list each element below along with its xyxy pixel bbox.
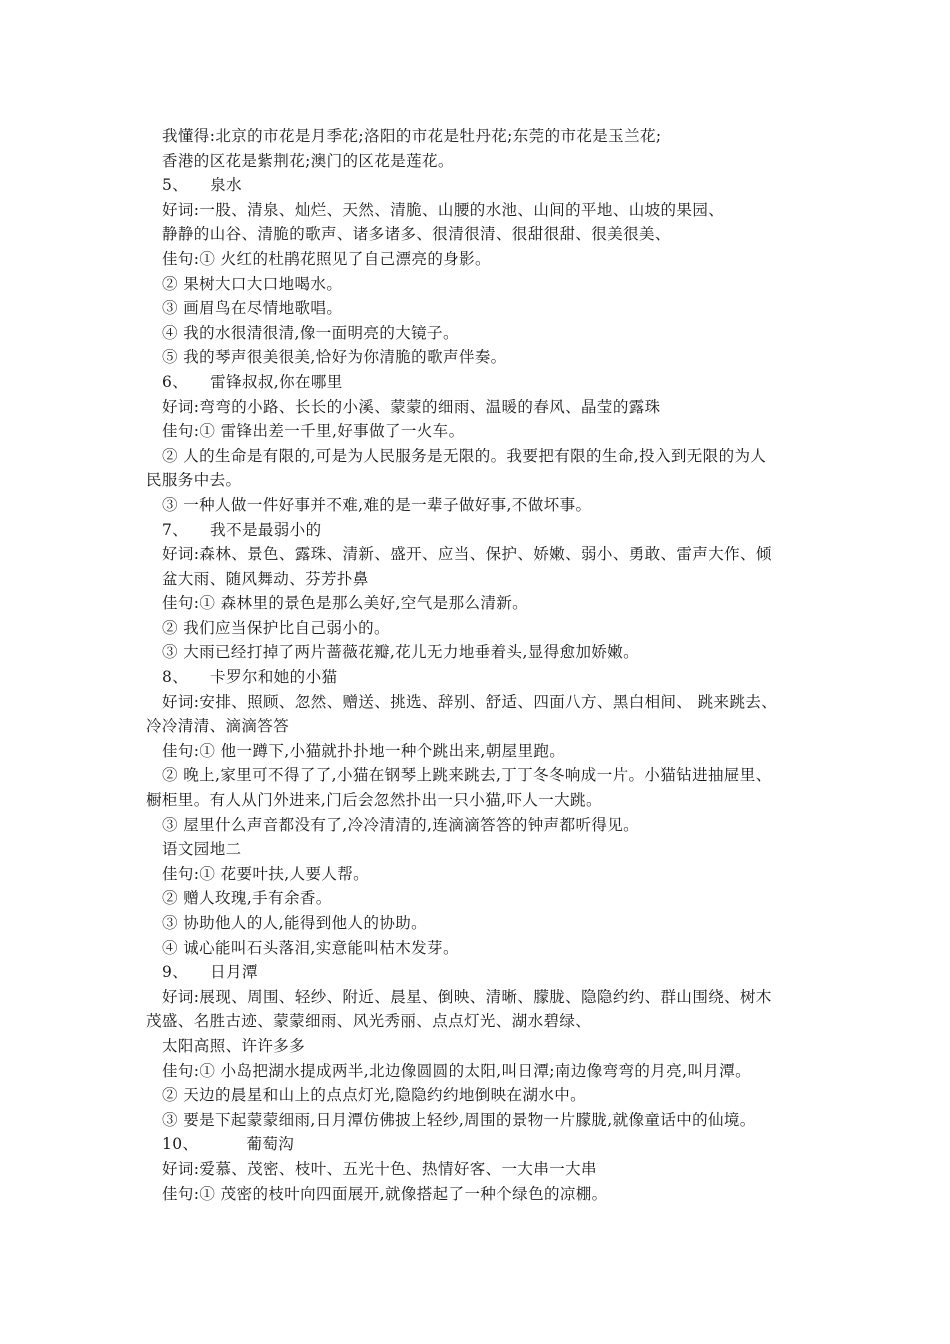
- text-line: 好词:森林、景色、露珠、清新、盛开、应当、保护、娇嫩、弱小、勇敢、雷声大作、倾: [162, 545, 772, 564]
- text-line: ③ 一种人做一件好事并不难,难的是一辈子做好事,不做坏事。: [162, 495, 592, 514]
- section-title: 日月潭: [210, 963, 258, 982]
- text-line: 佳句:① 雷锋出差一千里,好事做了一火车。: [162, 422, 465, 441]
- section-title: 我不是最弱小的: [210, 520, 322, 539]
- text-line: 语文园地二: [162, 840, 242, 859]
- section-title: 雷锋叔叔,你在哪里: [210, 372, 343, 391]
- text-line: 佳句:① 花要叶扶,人要人帮。: [162, 864, 370, 883]
- section-number: 6、: [162, 372, 189, 391]
- text-line: 佳句:① 森林里的景色是那么美好,空气是那么清新。: [162, 594, 529, 613]
- text-line: ④ 我的水很清很清,像一面明亮的大镜子。: [162, 323, 459, 342]
- section-heading: [146, 960, 816, 985]
- text-line: 好词:安排、照顾、忽然、赠送、挑选、辞别、舒适、四面八方、黑白相间、 跳来跳去、: [162, 692, 778, 711]
- section-heading: [146, 173, 816, 198]
- section-title: 卡罗尔和她的小猫: [210, 668, 338, 687]
- text-line: 佳句:① 火红的杜鹃花照见了自己漂亮的身影。: [162, 249, 491, 268]
- text-line: 我懂得:北京的市花是月季花;洛阳的市花是牡丹花;东莞的市花是玉兰花;: [162, 127, 662, 145]
- section-number: 9、: [162, 963, 189, 982]
- text-line: 盆大雨、随风舞动、芬芳扑鼻: [162, 569, 369, 588]
- text-line: 好词:爱慕、茂密、枝叶、五光十色、热情好客、一大串一大串: [162, 1159, 597, 1178]
- text-line: 茂盛、名胜古迹、蒙蒙细雨、风光秀丽、点点灯光、湖水碧绿、: [146, 1012, 592, 1031]
- text-line: ② 晚上,家里可不得了了,小猫在钢琴上跳来跳去,丁丁冬冬响成一片。小猫钻进抽屉里、: [162, 766, 772, 785]
- text-line: ③ 屋里什么声音都没有了,冷冷清清的,连滴滴答答的钟声都听得见。: [162, 815, 640, 834]
- section-heading: [146, 370, 816, 395]
- section-heading: [146, 665, 816, 690]
- section-heading: [146, 1132, 816, 1157]
- text-line: 太阳高照、许许多多: [162, 1036, 306, 1055]
- text-line: ③ 大雨已经打掉了两片蔷薇花瓣,花儿无力地垂着头,显得愈加娇嫩。: [162, 643, 640, 662]
- section-heading: [146, 518, 816, 543]
- text-line: ③ 要是下起蒙蒙细雨,日月潭仿佛披上轻纱,周围的景物一片朦胧,就像童话中的仙境。: [162, 1110, 756, 1129]
- text-line: 佳句:① 小岛把湖水提成两半,北边像圆圆的太阳,叫日潭;南边像弯弯的月亮,叫月潭。: [162, 1061, 752, 1080]
- text-line: 好词:展现、周围、轻纱、附近、晨星、倒映、清晰、朦胧、隐隐约约、群山围绕、树木: [162, 987, 772, 1006]
- text-line: ④ 诚心能叫石头落泪,实意能叫枯木发芽。: [162, 938, 459, 957]
- text-line: 静静的山谷、清脆的歌声、诸多诸多、很清很清、很甜很甜、很美很美、: [162, 225, 671, 244]
- text-line: ⑤ 我的琴声很美很美,恰好为你清脆的歌声伴奏。: [162, 348, 507, 367]
- text-line: 香港的区花是紫荆花;澳门的区花是莲花。: [162, 151, 454, 170]
- text-line: ② 人的生命是有限的,可是为人民服务是无限的。我要把有限的生命,投入到无限的为人: [162, 446, 767, 465]
- text-line: ② 我们应当保护比自己弱小的。: [162, 618, 390, 637]
- section-number: 10、: [162, 1135, 199, 1154]
- text-line: 好词:弯弯的小路、长长的小溪、蒙蒙的细雨、温暖的春风、晶莹的露珠: [162, 397, 661, 416]
- section-number: 7、: [162, 520, 189, 539]
- text-line: 好词:一股、清泉、灿烂、天然、清脆、山腰的水池、山间的平地、山坡的果园、: [162, 200, 725, 219]
- section-number: 8、: [162, 668, 189, 687]
- section-number: 5、: [162, 176, 189, 195]
- text-line: 橱柜里。有人从门外进来,门后会忽然扑出一只小猫,吓人一大跳。: [146, 791, 602, 810]
- text-line: 冷冷清清、滴滴答答: [146, 717, 290, 736]
- text-line: 佳句:① 他一蹲下,小猫就扑扑地一种个跳出来,朝屋里跑。: [162, 741, 566, 760]
- text-line: ② 天边的晨星和山上的点点灯光,隐隐约约地倒映在湖水中。: [162, 1086, 587, 1105]
- section-title: 葡萄沟: [246, 1135, 295, 1154]
- text-line: 民服务中去。: [146, 471, 242, 490]
- text-line: ③ 协助他人的人,能得到他人的协助。: [162, 914, 428, 932]
- text-line: ② 赠人玫瑰,手有余香。: [162, 889, 332, 908]
- text-line: ② 果树大口大口地喝水。: [162, 274, 343, 293]
- document-body: [146, 124, 816, 1206]
- text-line: 佳句:① 茂密的枝叶向四面展开,就像搭起了一种个绿色的凉棚。: [162, 1184, 608, 1203]
- section-title: 泉水: [210, 176, 242, 195]
- text-line: ③ 画眉鸟在尽情地歌唱。: [162, 299, 343, 318]
